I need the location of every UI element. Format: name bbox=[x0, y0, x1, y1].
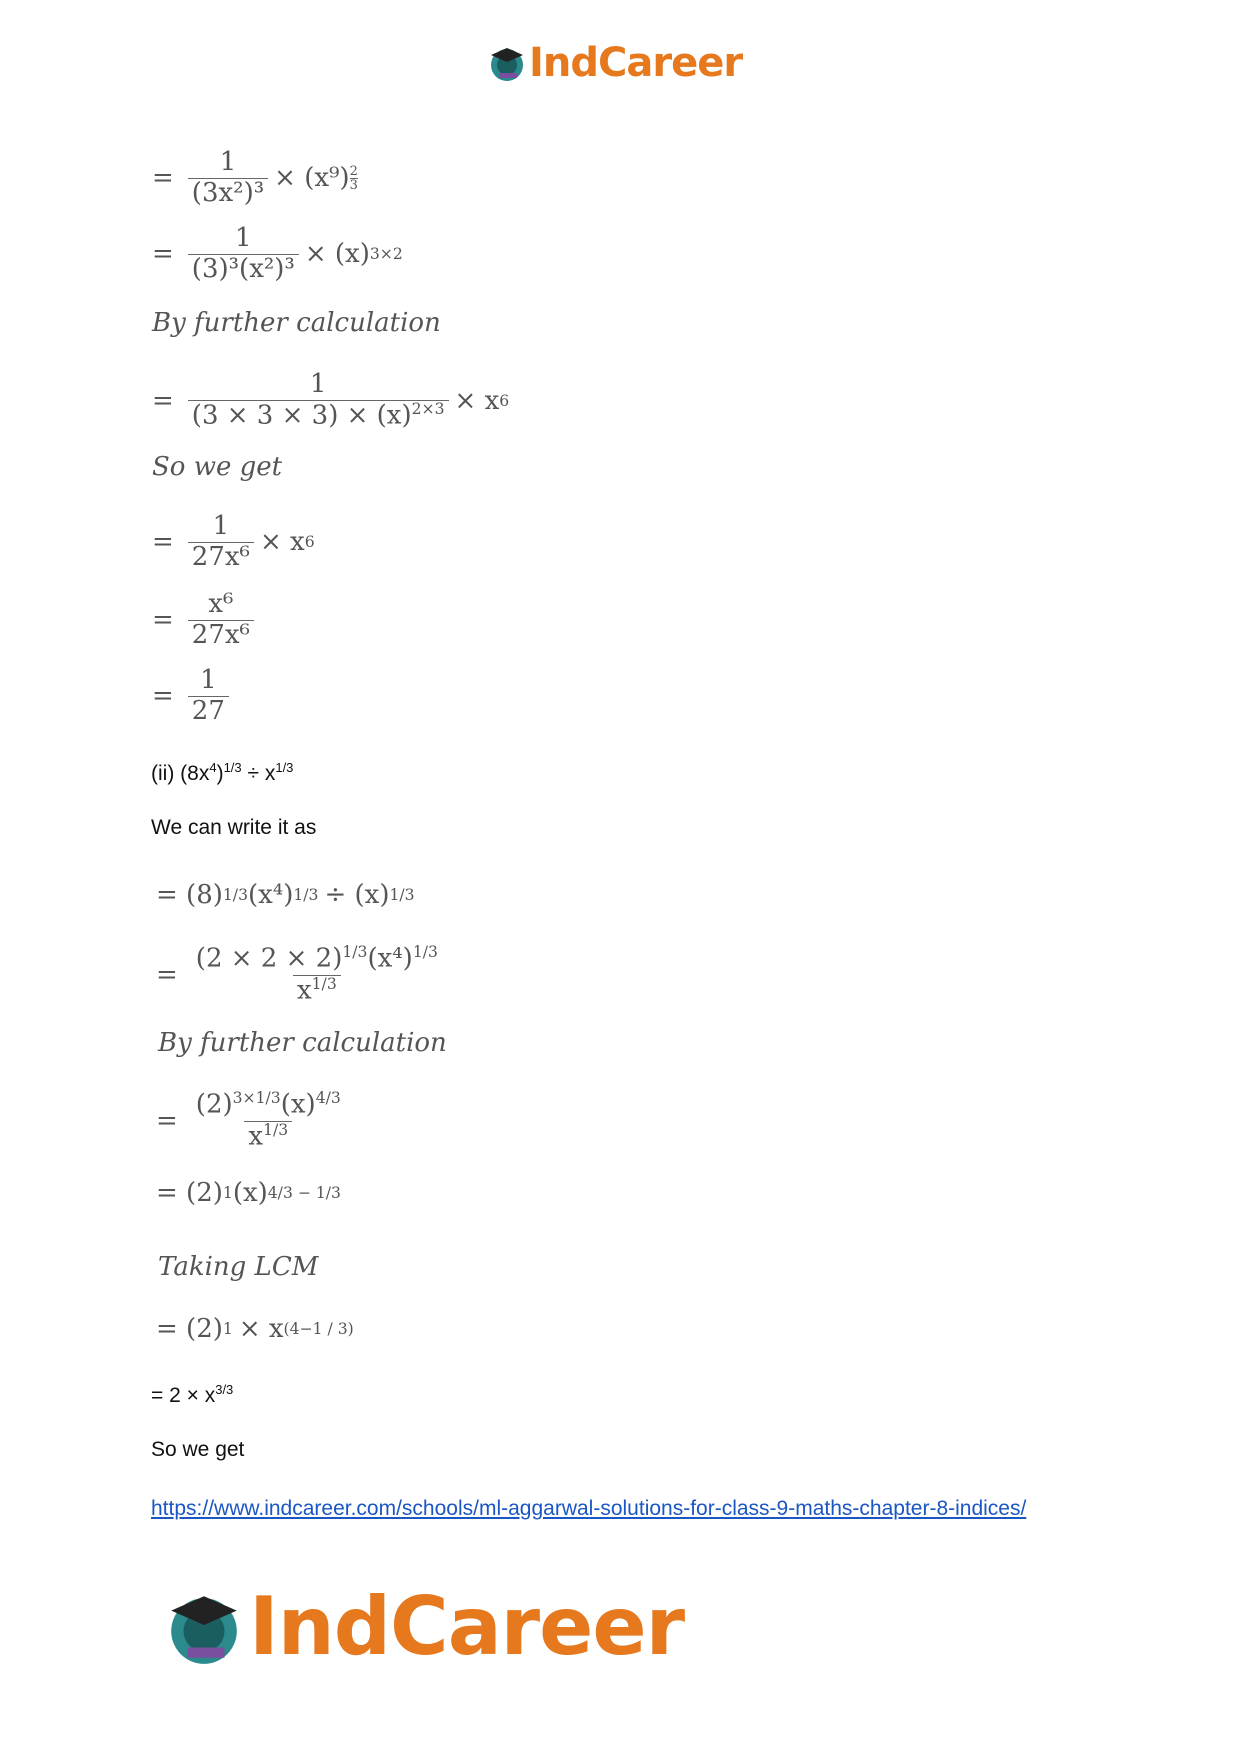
math-text-further-calc-2: By further calculation bbox=[158, 1028, 447, 1058]
source-link[interactable]: https://www.indcareer.com/schools/ml-aggarwal-solutions-for-class-9-maths-chapter-8-indices/ bbox=[151, 1497, 1027, 1520]
math-text-further-calc: By further calculation bbox=[152, 308, 441, 338]
math-line-1: = $\frac{1}{\text{(3x²)³}}$ × (x⁹) 2 3 bbox=[152, 147, 358, 208]
math-line-10: = (2) 1 (x) 4/3 − 1/3 bbox=[156, 1178, 341, 1208]
math-line-11: = (2) 1 × x (4−1 / 3) bbox=[156, 1314, 354, 1344]
math-line-3: = $\frac{1}{(3 \times 3 \times 3) \times (x)^{2\times 3}}$ × x 6 bbox=[152, 369, 510, 431]
text-write-as: We can write it as bbox=[151, 816, 317, 839]
graduation-cap-globe-icon bbox=[163, 1586, 245, 1668]
brand-name-large: IndCareer bbox=[249, 1580, 685, 1673]
math-line-4: = $\frac{1}{\text{27x⁶}}$ × x 6 bbox=[152, 511, 315, 572]
question-ii: (ii) $(8x^4)^{1/3} \div x^{1/3}$ bbox=[151, 760, 294, 785]
math-line-6: = $\frac{1}{27}$ bbox=[152, 666, 235, 727]
math-line-7: = (8) 1/3 (x⁴) 1/3 ÷ (x) 1/3 bbox=[156, 880, 415, 910]
math-text-so-we-get: So we get bbox=[152, 452, 283, 482]
result-line: = $2 \times x^{3/3}$ bbox=[151, 1382, 234, 1407]
math-line-9: = $\frac{(2)^{3\times 1/3}(x)^{4/3}}{x^{1/3}}$ bbox=[156, 1089, 341, 1152]
text-so-we-get: So we get bbox=[151, 1438, 245, 1461]
math-line-8: = $\frac{(2 \times 2 \times 2)^{1/3}(x^4)^{1/3}}{x^{1/3}}$ bbox=[156, 943, 438, 1006]
header-logo bbox=[487, 40, 742, 86]
math-text-taking-lcm: Taking LCM bbox=[158, 1252, 319, 1282]
footer-logo bbox=[163, 1580, 684, 1673]
math-line-5: = $\frac{\text{x⁶}}{\text{27x⁶}}$ bbox=[152, 590, 260, 651]
brand-name: IndCareer bbox=[529, 40, 743, 86]
math-line-2: = $\frac{1}{\text{(3)³(x²)³}}$ × (x) 3×2 bbox=[152, 223, 403, 284]
graduation-cap-globe-icon bbox=[487, 43, 527, 83]
